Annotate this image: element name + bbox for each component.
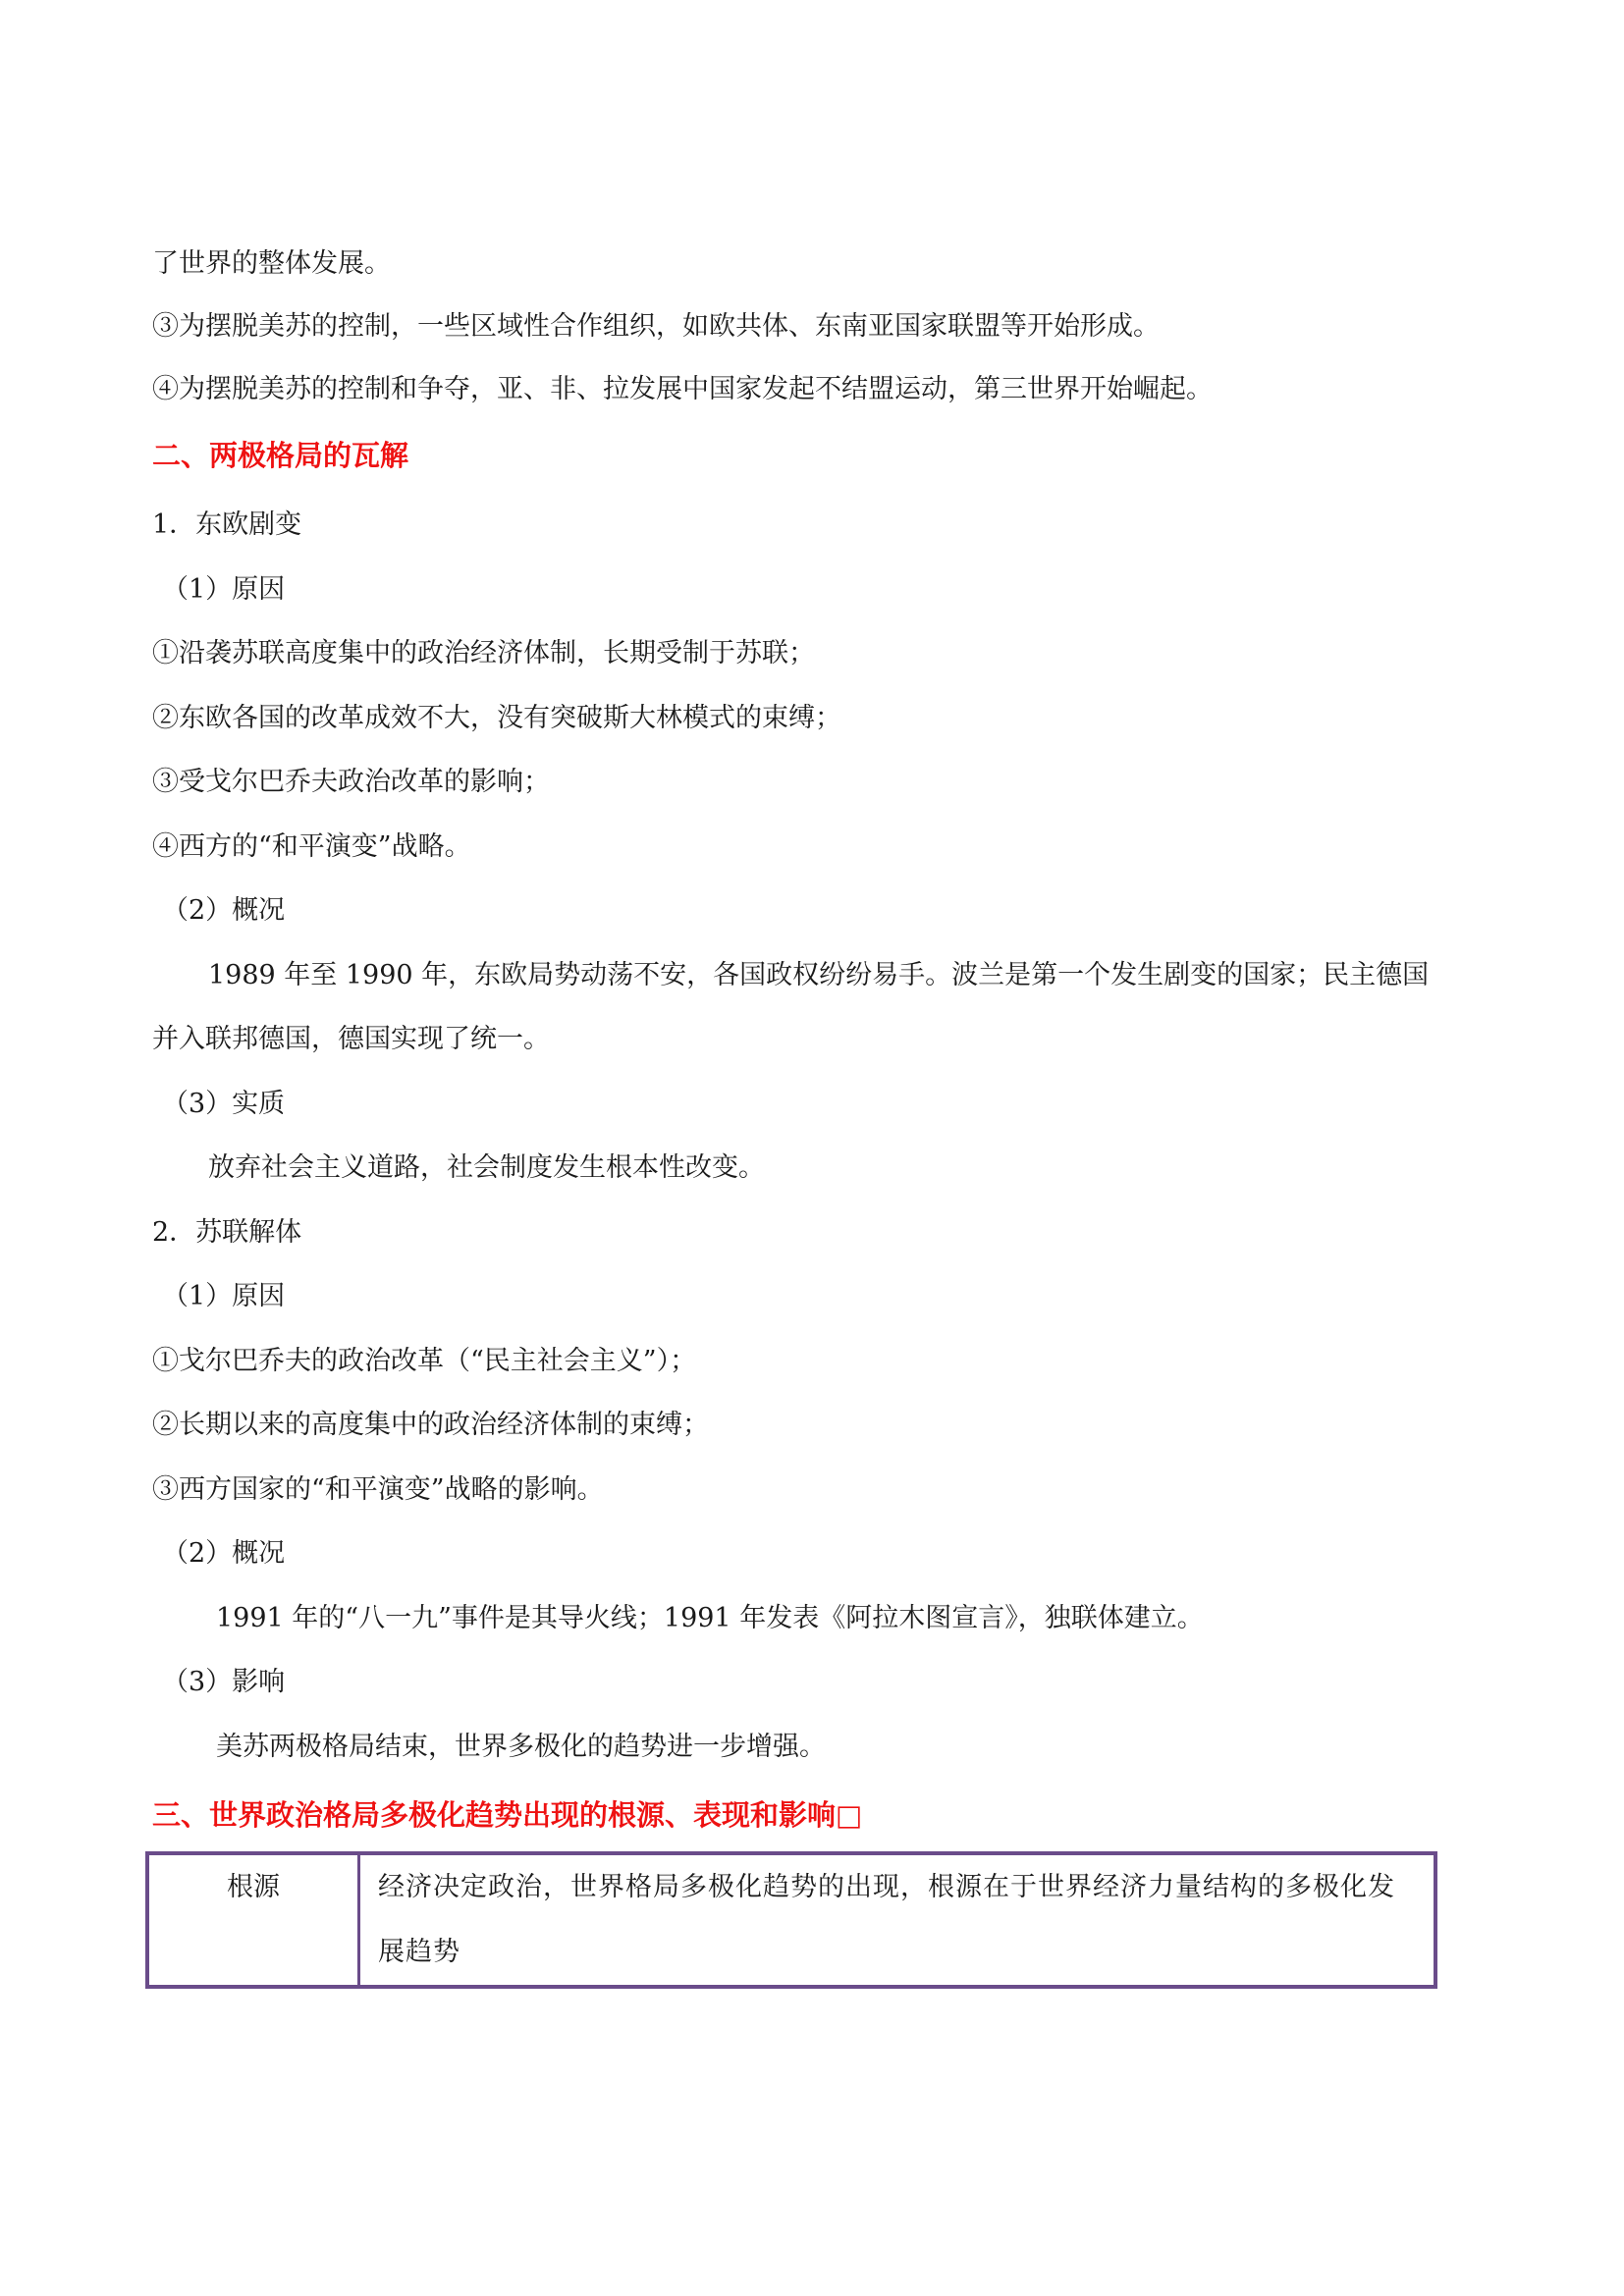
table-row	[147, 1853, 1435, 1987]
paragraph-line: 放弃社会主义道路，社会制度发生根本性改变。	[208, 1152, 765, 1183]
paragraph-line: 1991 年的“八一九”事件是其导火线；1991 年发表《阿拉木图宣言》，独联体建立。	[216, 1603, 1204, 1633]
section-heading: 三、世界政治格局多极化趋势出现的根源、表现和影响□	[152, 1798, 863, 1832]
paragraph-line: ④西方的“和平演变”战略。	[152, 831, 471, 862]
info-table	[145, 1851, 1437, 1989]
item-title: （3）影响	[162, 1667, 286, 1697]
paragraph-line: ②长期以来的高度集中的政治经济体制的束缚；	[152, 1410, 709, 1440]
subsection-title: 2．苏联解体	[152, 1217, 302, 1248]
paragraph-line: ③为摆脱美苏的控制，一些区域性合作组织，如欧共体、东南亚国家联盟等开始形成。	[152, 311, 1160, 342]
paragraph-line: ①戈尔巴乔夫的政治改革（“民主社会主义”）；	[152, 1346, 697, 1376]
item-title: （1）原因	[162, 574, 286, 605]
section-heading: 二、两极格局的瓦解	[152, 439, 409, 472]
paragraph-line: ④为摆脱美苏的控制和争夺，亚、非、拉发展中国家发起不结盟运动，第三世界开始崛起。	[152, 374, 1213, 404]
table-label-cell: 根源	[147, 1853, 359, 1987]
item-title: （2）概况	[162, 895, 286, 926]
item-title: （2）概况	[162, 1538, 286, 1569]
table-content-cell: 经济决定政治，世界格局多极化趋势的出现，根源在于世界经济力量结构的多极化发展趋势	[359, 1853, 1436, 1987]
paragraph-line: 并入联邦德国，德国实现了统一。	[152, 1024, 550, 1054]
paragraph-line: 1989 年至 1990 年，东欧局势动荡不安，各国政权纷纷易手。波兰是第一个发生剧变的国家；民主德国	[208, 960, 1430, 990]
paragraph-line: ③西方国家的“和平演变”战略的影响。	[152, 1474, 604, 1505]
paragraph-line: ②东欧各国的改革成效不大，没有突破斯大林模式的束缚；	[152, 703, 841, 733]
item-title: （1）原因	[162, 1281, 286, 1311]
subsection-title: 1．东欧剧变	[152, 509, 302, 540]
paragraph-line: 美苏两极格局结束，世界多极化的趋势进一步增强。	[216, 1732, 826, 1762]
paragraph-line: ①沿袭苏联高度集中的政治经济体制，长期受制于苏联；	[152, 638, 815, 668]
item-title: （3）实质	[162, 1089, 286, 1119]
paragraph-line: ③受戈尔巴乔夫政治改革的影响；	[152, 767, 550, 797]
paragraph-line: 了世界的整体发展。	[152, 248, 391, 279]
